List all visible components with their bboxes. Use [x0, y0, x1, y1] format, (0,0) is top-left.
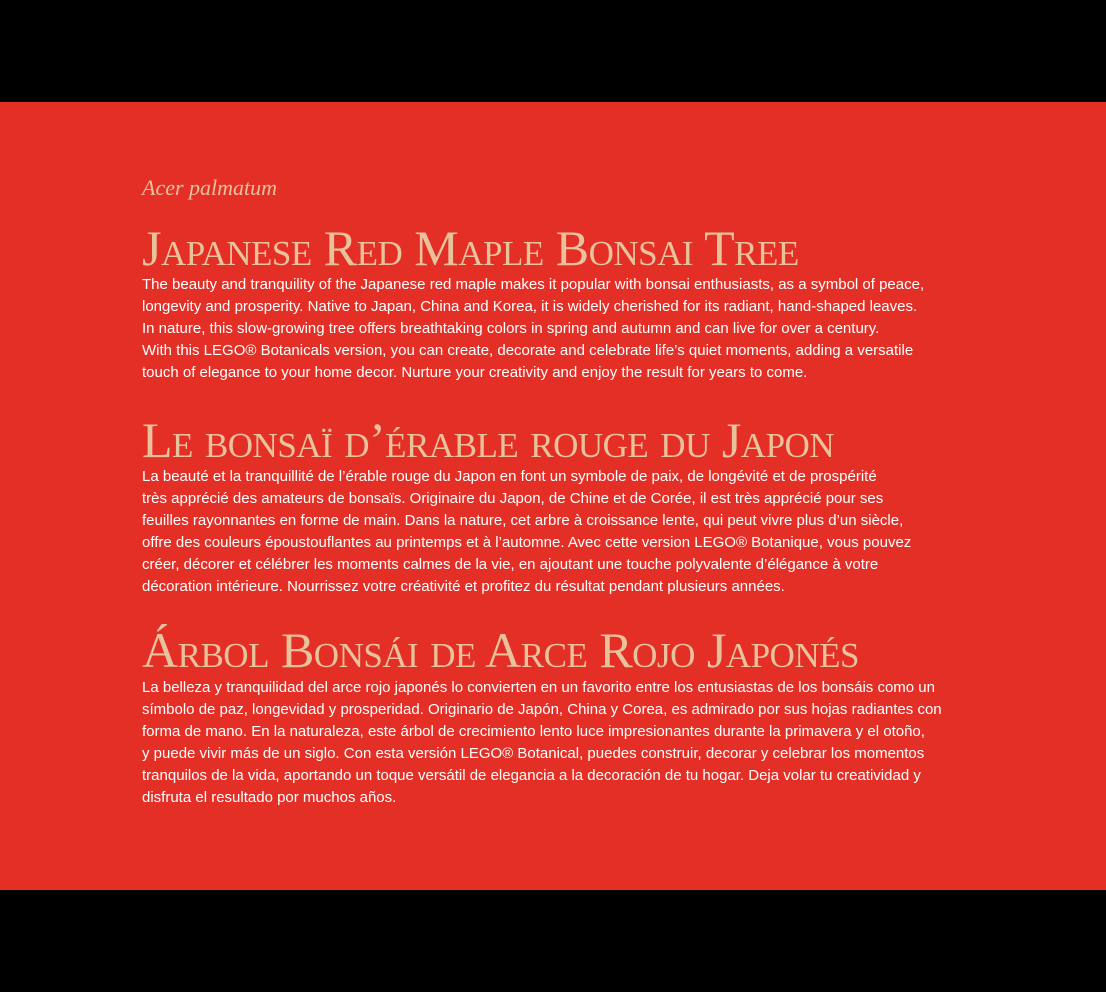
paragraph-french — [142, 466, 911, 598]
paragraph-line: The beauty and tranquility of the Japanese red maple makes it popular with bonsai enthusiasts, as a symbol of peace, — [142, 276, 925, 293]
paragraph-line: offre des couleurs époustouflantes au printemps et à l’automne. Avec cette version LEGO® Botanique, vous pouvez — [142, 534, 912, 551]
heading-french: Le bonsaï d’érable rouge du Japon — [142, 412, 835, 468]
paragraph-english — [142, 274, 924, 384]
paragraph-line: disfruta el resultado por muchos años. — [142, 789, 397, 806]
paragraph-line: décoration intérieure. Nourrissez votre créativité et profitez du résultat pendant plusieurs années. — [142, 578, 785, 595]
paragraph-line: With this LEGO® Botanicals version, you can create, decorate and celebrate life’s quiet moments, adding a versatile — [142, 342, 914, 359]
paragraph-line: feuilles rayonnantes en forme de main. Dans la nature, cet arbre à croissance lente, qui peut vivre plus d’un siècle, — [142, 512, 904, 529]
red-content-panel — [0, 102, 1106, 890]
paragraph-line: símbolo de paz, longevidad y prosperidad. Originario de Japón, China y Corea, es admirado por sus hojas radiantes con — [142, 701, 942, 718]
heading-spanish: Árbol Bonsái de Arce Rojo Japonés — [142, 622, 859, 678]
paragraph-line: In nature, this slow-growing tree offers breathtaking colors in spring and autumn and can live for over a century. — [142, 320, 880, 337]
paragraph-line: La beauté et la tranquillité de l’érable rouge du Japon en font un symbole de paix, de longévité et de prospérité — [142, 468, 877, 485]
paragraph-line: tranquilos de la vida, aportando un toque versátil de elegancia a la decoración de tu hogar. Deja volar tu creatividad y — [142, 767, 921, 784]
paragraph-line: touch of elegance to your home decor. Nurture your creativity and enjoy the result for years to come. — [142, 364, 808, 381]
paragraph-line: longevity and prosperity. Native to Japan, China and Korea, it is widely cherished for its radiant, hand-shaped leaves. — [142, 298, 918, 315]
paragraph-line: très apprécié des amateurs de bonsaïs. Originaire du Japon, de Chine et de Corée, il est très apprécié pour ses — [142, 490, 884, 507]
heading-english: Japanese Red Maple Bonsai Tree — [142, 220, 799, 276]
latin-name: Acer palmatum — [142, 175, 278, 200]
paragraph-line: y puede vivir más de un siglo. Con esta versión LEGO® Botanical, puedes construir, decorar y celebrar los momentos — [142, 745, 925, 762]
paragraph-line: créer, décorer et célébrer les moments calmes de la vie, en ajoutant une touche polyvalente d’élégance à votre — [142, 556, 879, 573]
paragraph-spanish — [142, 677, 942, 809]
paragraph-line: La belleza y tranquilidad del arce rojo japonés lo convierten en un favorito entre los entusiastas de los bonsáis como un — [142, 679, 935, 696]
paragraph-line: forma de mano. En la naturaleza, este árbol de crecimiento lento luce impresionantes durante la primavera y el otoño, — [142, 723, 925, 740]
